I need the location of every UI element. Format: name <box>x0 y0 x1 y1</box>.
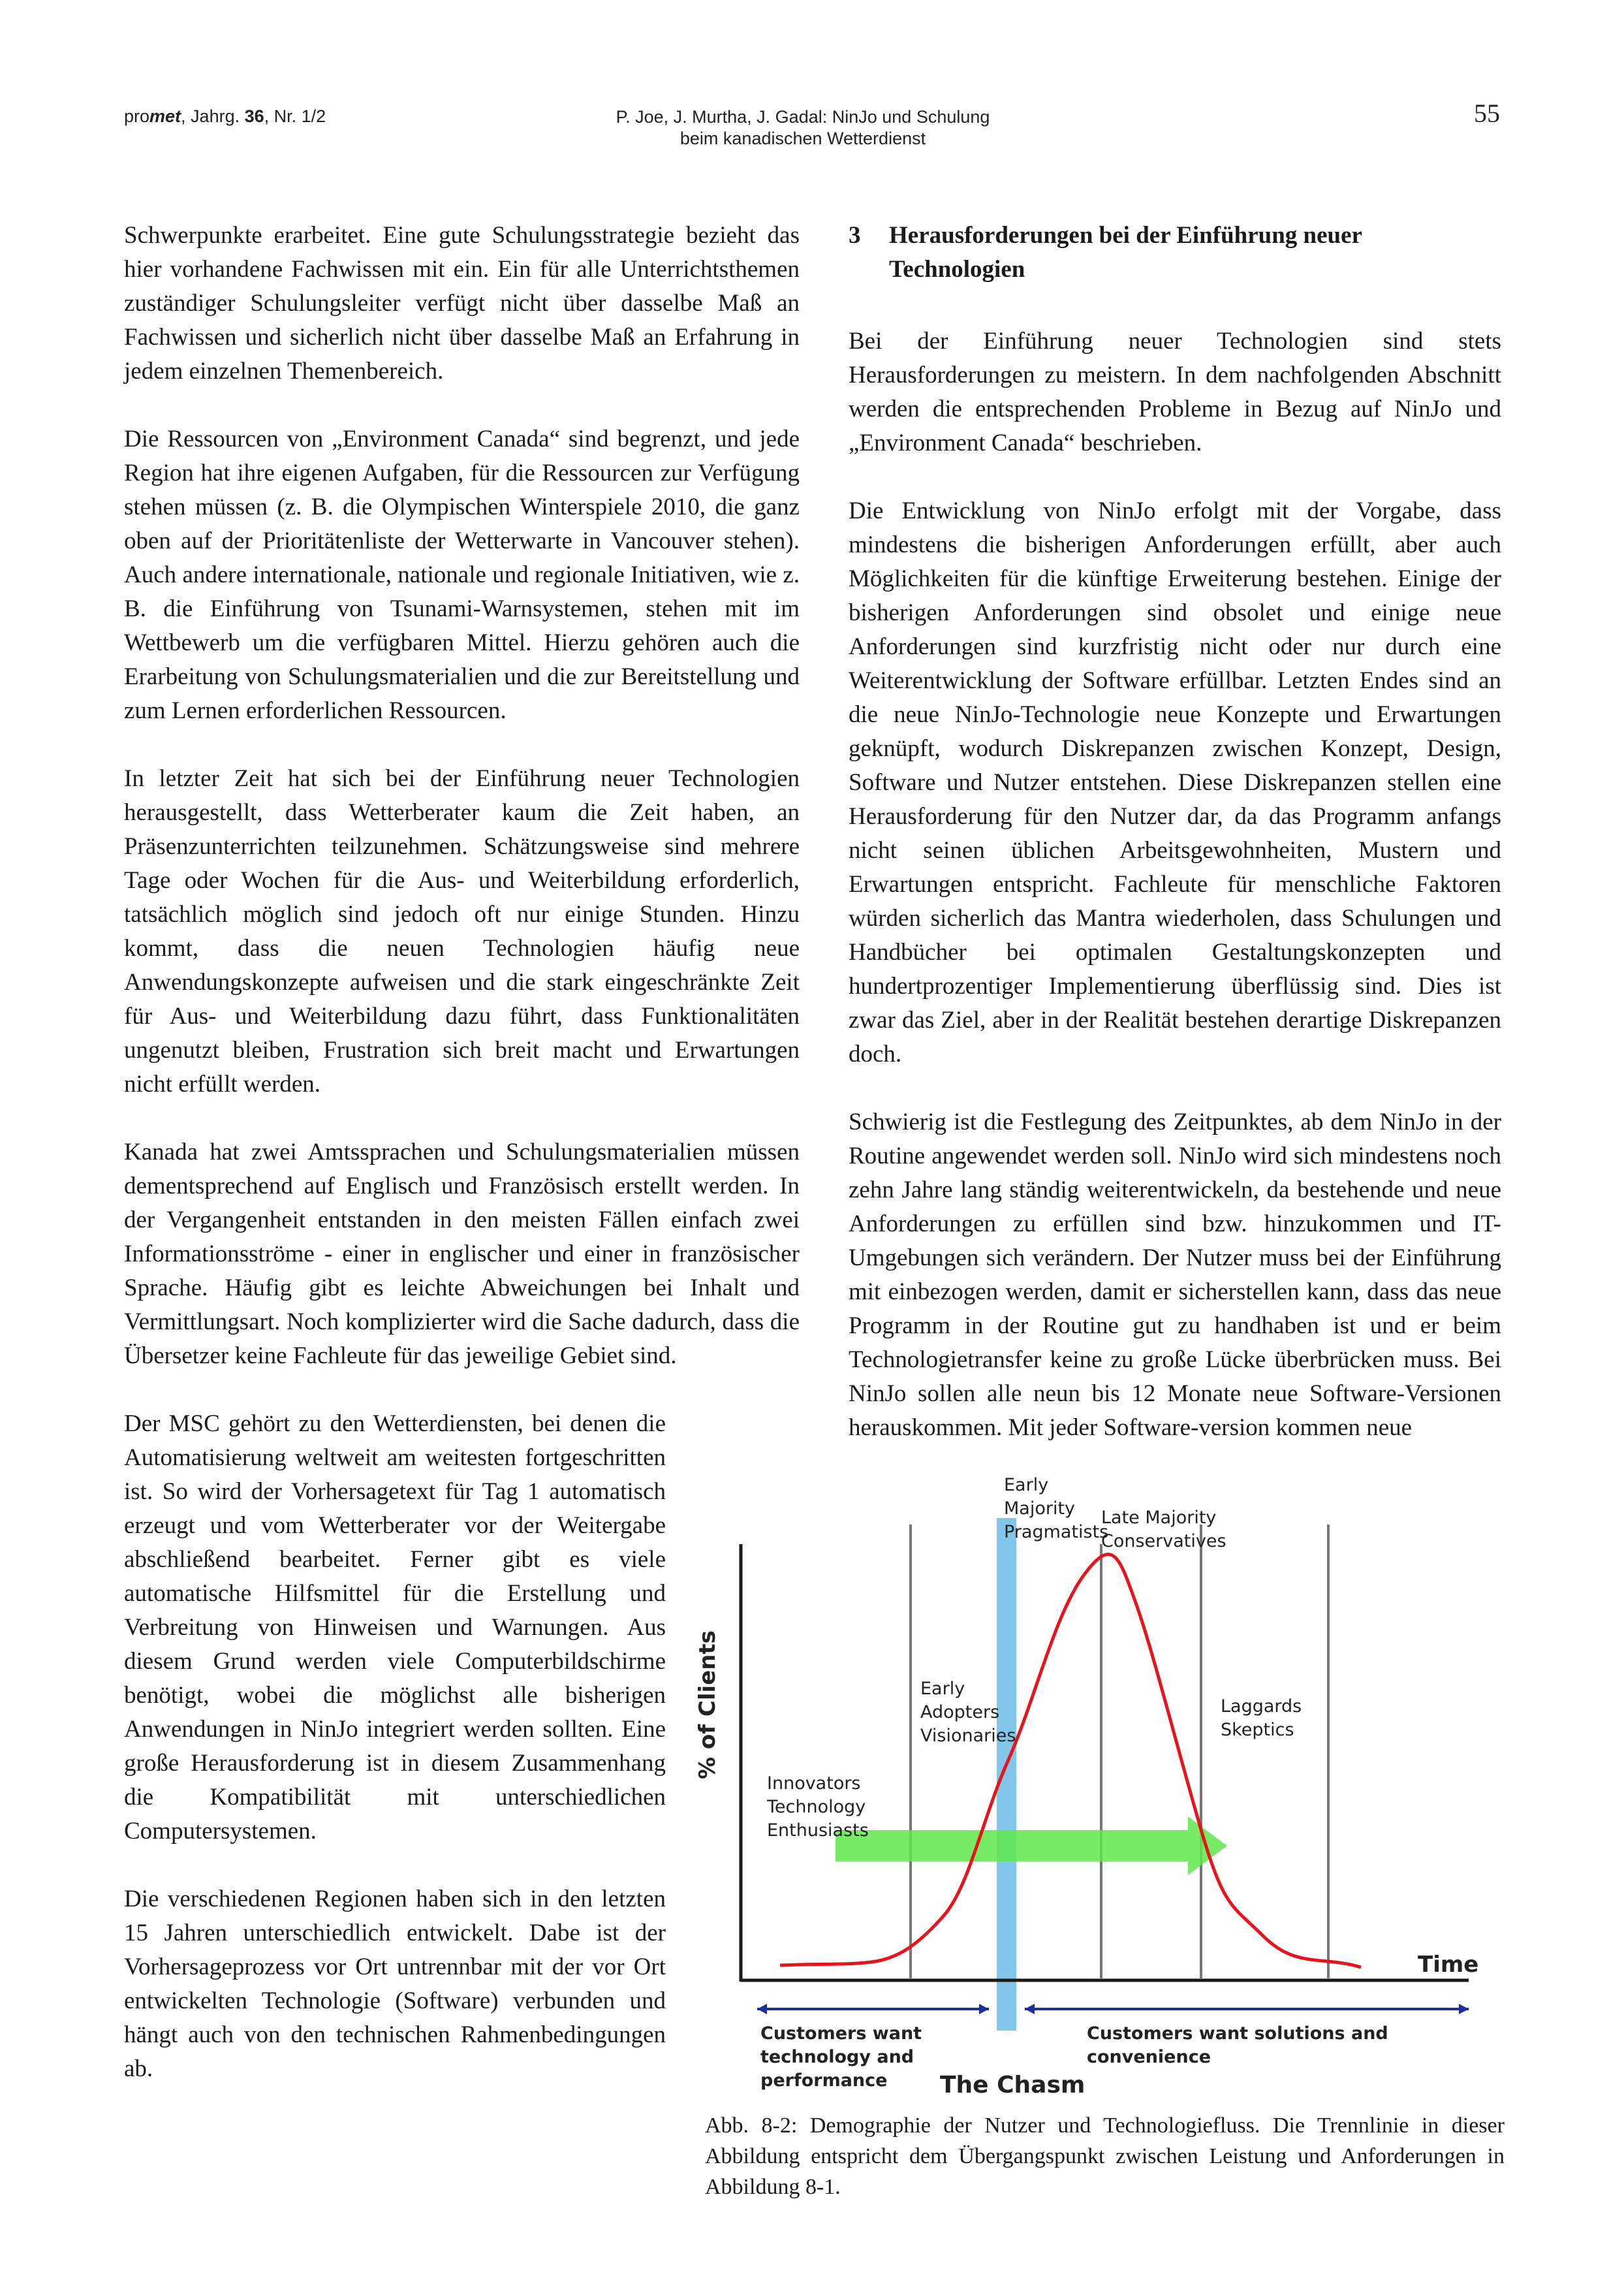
segment-label: Late Majority Conservatives <box>1101 1508 1226 1551</box>
paragraph: Schwerpunkte erarbeitet. Eine gute Schulungsstrategie bezieht das hier vorhandene Fachwissen mit ein. Ein für alle Unterrichtsthemen zuständiger Schulungsleiter verfügt nicht über dasselbe Maß an Fachwissen und sicherlich nicht über dasselbe Maß an Erfahrung in jedem einzelnen Themenbereich. <box>124 222 800 385</box>
paragraph: Kanada hat zwei Amtssprachen und Schulungsmaterialien müssen dementsprechend auf Englisch und Französisch erstellt werden. In der Vergangenheit entstanden in den meisten Fällen einfach zwei Informationsströme - einer in englischer und einer in französischer Sprache. Häufig gibt es leichte Abweichungen bei Inhalt und Vermittlungsart. Noch komplizierter wird die Sache dadurch, dass die Übersetzer keine Fachleute für das jeweilige Gebiet sind. <box>124 1139 800 1369</box>
section-heading <box>849 219 1501 287</box>
figure-caption: Abb. 8-2: Demographie der Nutzer und Technologiefluss. Die Trennlinie in dieser Abbildung entspricht dem Übergangspunkt zwischen Leistung und Anforderungen in Abbildung 8-1. <box>705 2113 1505 2199</box>
y-axis-label: % of Clients <box>695 1630 721 1779</box>
adoption-curve <box>780 1555 1361 1967</box>
authors-line-2: beim kanadischen Wetterdienst <box>679 129 926 148</box>
article-authors <box>522 106 1084 150</box>
authors-line-1: P. Joe, J. Murtha, J. Gadal: NinJo und Schulung <box>616 107 990 127</box>
paragraph: Der MSC gehört zu den Wetterdiensten, bei denen die Automatisierung weltweit am weitesten fortgeschritten ist. So wird der Vorhersagetext für Tag 1 automatisch erzeugt und vom Wetterberater vor der Weitergabe abschließend bearbeitet. Ferner gibt es viele automatische Hilfsmittel für die Erstellung und Verbreitung von Hinweisen und Warnungen. Aus diesem Grund werden viele Computerbildschirme benötigt, wobei die möglichst alle bisherigen Anwendungen in NinJo integriert werden sollten. Eine große Herausforderung ist in diesem Zusammenhang die Kompatibilität mit unterschiedlichen Computersystemen. <box>124 1410 666 1844</box>
section-number: 3 <box>849 222 861 249</box>
left-column <box>124 219 800 2120</box>
bottom-right-label: Customers want solutions and convenience <box>1087 2023 1388 2067</box>
paragraph: Die verschiedenen Regionen haben sich in den letzten 15 Jahren unterschiedlich entwickelt. Dabe ist der Vorhersageprozess vor Ort untrennbar mit der vor Ort entwickelten Technologie (Software) verbunden und hängt auch von den technischen Rahmenbedingungen ab. <box>124 1886 666 2082</box>
flow-arrow-body <box>835 1830 1188 1861</box>
page-number: 55 <box>1474 99 1500 128</box>
section-title: Herausforderungen bei der Einführung neuer Technologien <box>889 222 1362 283</box>
journal-reference: promet, Jahrg. 36, Nr. 1/2 <box>124 106 326 126</box>
segment-label: Early Majority Pragmatists <box>1004 1475 1109 1542</box>
paragraph: Schwierig ist die Festlegung des Zeitpunktes, ab dem NinJo in der Routine angewendet werden soll. NinJo wird sich mindestens noch zehn Jahre lang ständig weiterentwickeln, da bestehende und neue Anforderungen zu erfüllen sind bzw. hinzukommen und IT-Umgebungen sich verändern. Der Nutzer muss bei der Einführung mit einbezogen werden, damit er sicherstellen kann, dass das neue Programm in der Routine gut zu handhaben ist und er beim Technologietransfer keine zu große Lücke überbrücken muss. Bei NinJo sollen alle neun bis 12 Monate neue Software-Versionen herauskommen. Mit jeder Software-version kommen neue <box>849 1109 1501 1441</box>
segment-label: Early Adopters Visionaries <box>920 1679 1016 1746</box>
paragraph: Bei der Einführung neuer Technologien sind stets Herausforderungen zu meistern. In dem nachfolgenden Abschnitt werden die entsprechenden Probleme in Bezug auf NinJo und „Environment Canada“ beschrieben. <box>849 328 1501 456</box>
segment-label: Laggards Skeptics <box>1221 1696 1302 1740</box>
chasm-label: The Chasm <box>940 2072 1085 2098</box>
adoption-curve-figure <box>695 1475 1514 2106</box>
paragraph: Die Entwicklung von NinJo erfolgt mit der Vorgabe, dass mindestens die bisherigen Anforderungen erfüllt, aber auch Möglichkeiten für die künftige Erweiterung bestehen. Einige der bisherigen Anforderungen sind obsolet und einige neue Anforderungen sind kurzfristig nicht oder nur durch eine Weiterentwicklung der Software erfüllbar. Letzten Endes sind an die neue NinJo-Technologie neue Konzepte und Erwartungen geknüpft, wodurch Diskrepanzen zwischen Konzept, Design, Software und Nutzer entstehen. Diese Diskrepanzen stellen eine Herausforderung für den Nutzer dar, da das Programm anfangs nicht seinen üblichen Arbeitsgewohnheiten, Mustern und Erwartungen entspricht. Fachleute für menschliche Faktoren würden sicherlich das Mantra wiederholen, dass Schulungen und Handbücher bei optimalen Gestaltungskonzepten und hundertprozentiger Implementierung überflüssig sind. Dies ist zwar das Ziel, aber in der Realität bestehen derartige Diskrepanzen doch. <box>849 498 1501 1068</box>
paragraph: Die Ressourcen von „Environment Canada“ sind begrenzt, und jede Region hat ihre eigenen Aufgaben, für die Ressourcen zur Verfügung stehen müssen (z. B. die Olympischen Winterspiele 2010, die ganz oben auf der Prioritätenliste der Wetterwarte in Vancouver stehen). Auch andere internationale, nationale und regionale Initiativen, wie z. B. die Einführung von Tsunami-Warnsystemen, stehen mit im Wettbewerb um die verfügbaren Mittel. Hierzu gehören auch die Erarbeitung von Schulungsmaterialien und die zur Bereitstellung und zum Lernen erforderlichen Ressourcen. <box>124 426 800 724</box>
bottom-left-label: Customers want technology and performance <box>760 2023 922 2091</box>
chasm-band <box>997 1518 1016 2031</box>
segment-label: Innovators Technology Enthusiasts <box>767 1773 869 1841</box>
paragraph: In letzter Zeit hat sich bei der Einführung neuer Technologien herausgestellt, dass Wetterberater kaum die Zeit haben, an Präsenzunterrichten teilzunehmen. Schätzungsweise sind mehrere Tage oder Wochen für die Aus- und Weiterbildung erforderlich, tatsächlich möglich sind jedoch oft nur einige Stunden. Hinzu kommt, dass die neuen Technologien häufig neue Anwendungskonzepte aufweisen und die stark eingeschränkte Zeit für Aus- und Weiterbildung dazu führt, dass Funktionalitäten ungenutzt bleiben, Frustration sich breit macht und Erwartungen nicht erfüllt werden. <box>124 765 800 1098</box>
x-axis-label: Time <box>1418 1952 1479 1978</box>
right-column <box>849 219 1501 1479</box>
